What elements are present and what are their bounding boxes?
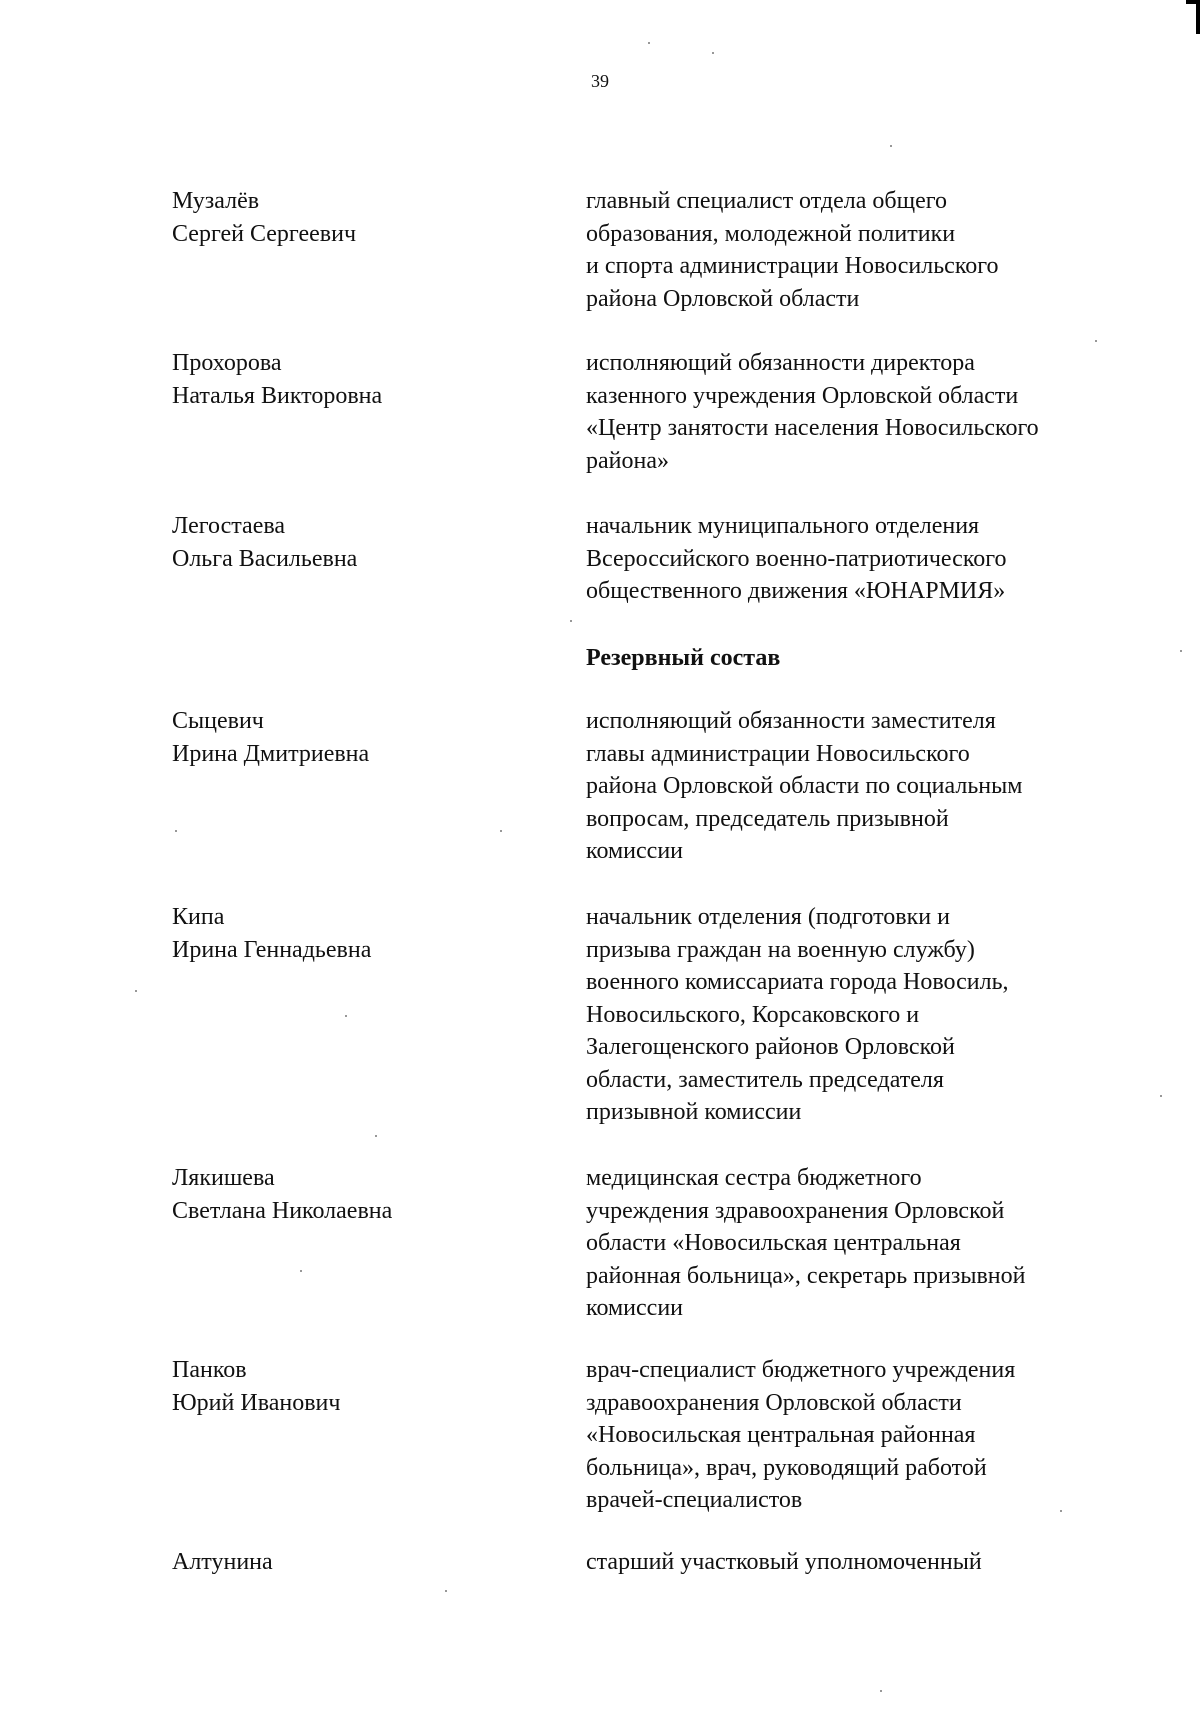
member-position: начальник муниципального отделения Всероссийского военно-патриотического общественного движения «ЮНАРМИЯ» <box>586 513 1007 604</box>
member-name: Панков Юрий Иванович <box>172 1357 341 1416</box>
member-position: исполняющий обязанности директора казенного учреждения Орловской области «Центр занятости населения Новосильского района» <box>586 350 1039 474</box>
scan-corner-mark <box>1186 0 1200 34</box>
member-position: медицинская сестра бюджетного учреждения здравоохранения Орловской области «Новосильская центральная районная больница», секретарь призывной комиссии <box>586 1165 1026 1321</box>
page-number: 39 <box>591 71 609 91</box>
scan-speck <box>375 1135 377 1137</box>
member-position: врач-специалист бюджетного учреждения здравоохранения Орловской области «Новосильская центральная районная больница», врач, руководящий работой врачей-специалистов <box>586 1357 1016 1513</box>
member-name: Алтунина <box>172 1549 273 1575</box>
scan-speck <box>1095 340 1097 342</box>
scan-speck <box>890 145 892 147</box>
reserve-section-heading: Резервный состав <box>586 645 781 671</box>
member-name: Музалёв Сергей Сергеевич <box>172 188 357 247</box>
scan-speck <box>445 1590 447 1592</box>
member-name: Сыцевич Ирина Дмитриевна <box>172 708 370 767</box>
scan-speck <box>500 830 502 832</box>
scan-speck <box>175 830 177 832</box>
scan-speck <box>712 52 714 54</box>
scan-speck <box>345 1015 347 1017</box>
scan-speck <box>648 42 650 44</box>
member-position: начальник отделения (подготовки и призыва граждан на военную службу) военного комиссариата города Новосиль, Новосильского, Корсаковского и Залегощенского районов Орловской области, заместитель председателя призывной комиссии <box>586 904 1009 1125</box>
member-position: исполняющий обязанности заместителя главы администрации Новосильского района Орловской области по социальным вопросам, председатель призывной комиссии <box>586 708 1023 864</box>
member-name: Легостаева Ольга Васильевна <box>172 513 358 572</box>
member-position: главный специалист отдела общего образования, молодежной политики и спорта администрации Новосильского района Орловской области <box>586 188 999 312</box>
scan-speck <box>1180 650 1182 652</box>
scan-speck <box>300 1270 302 1272</box>
member-name: Лякишева Светлана Николаевна <box>172 1165 393 1224</box>
member-name: Кипа Ирина Геннадьевна <box>172 904 372 963</box>
scan-speck <box>135 990 137 992</box>
scan-speck <box>1160 1095 1162 1097</box>
scan-speck <box>880 1690 882 1692</box>
member-name: Прохорова Наталья Викторовна <box>172 350 383 409</box>
member-position: старший участковый уполномоченный <box>586 1549 982 1575</box>
scan-speck <box>1060 1510 1062 1512</box>
scan-speck <box>570 620 572 622</box>
